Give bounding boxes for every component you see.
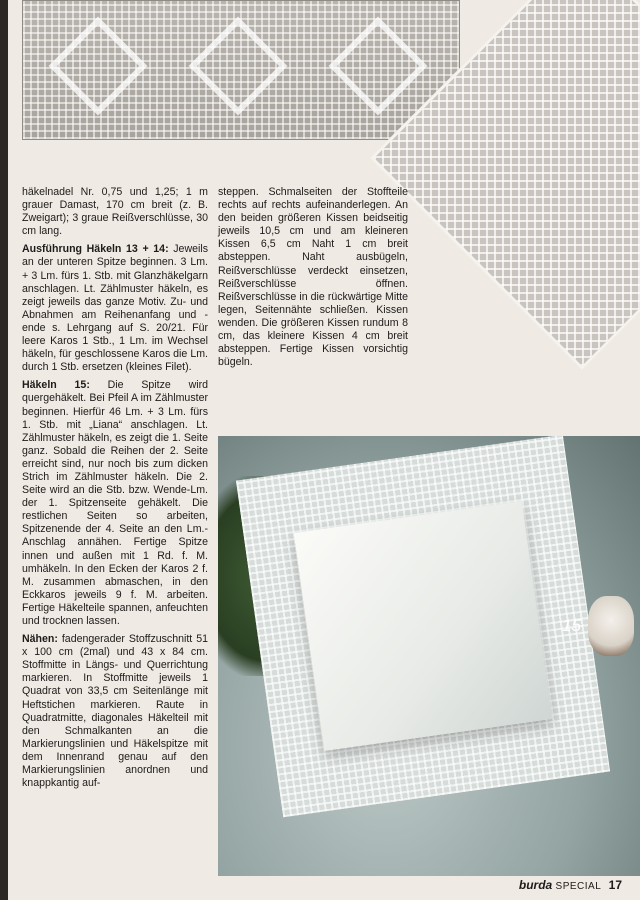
pillow-photo [218,436,640,876]
photo-number: 15 [562,616,581,635]
section-body: Die Spitze wird quergehäkelt. Bei Pfeil A im Zählmuster beginnen. Hierfür 46 Lm. + 3 Lm. fürs 1. Stb. mit „Liana“ anschlagen. Lt. Zählmuster häkeln, es zeigt die 1. Seite ganz. Sobald die Reihen der 2. Seite erreicht sind, nur noch bis zum dicken Strich im Zählmuster häkeln. Die 2. Seite wird an die Stb. bzw. Wende-Lm. der 1. Spitzenseite gehäkelt. Die restlichen Seiten so arbeiten, Spitzenende der 4. Seite an den Lm.-Anschlag annähen. Fertige Spitze innen und außen mit 1 Rd. f. M. umhäkeln. In den Ecken der Karos 2 f. M. zusammen abmaschen, in den Eckkaros jeweils 9 f. M. arbeiten. Fertige Häkelteile spannen, anfeuchten und trocknen lassen. [22,379,209,627]
text-column-right [218,186,408,374]
instructions-13-14 [22,243,208,374]
lace-photo-top [22,0,460,140]
section-body: Jeweils an der unteren Spitze beginnen. 3 Lm. + 3 Lm. fürs 1. Stb. mit Glanzhäkelgarn anschlagen. Lt. Zählmuster häkeln, es zeigt jeweils das ganze Motiv. Zu- und Abnahmen am Reihenanfang und -ende s. Lehrgang auf S. 20/21. Für leere Karos 1 Stb., 1 Lm. im Wechsel häkeln, für geschlossene Karos die Lm. durch 1 Stb. ersetzen (kleines Filet). [22,243,208,374]
page-number: 17 [608,878,622,892]
pillow [294,501,552,751]
section-heading: Häkeln 15: [22,379,90,392]
section-body: fadengerader Stoffzuschnitt 51 x 100 cm (2mal) und 43 x 84 cm. Stoffmitte in Längs- und Querrichtung markieren. In Stoffmitte jeweils 1 Quadrat von 33,5 cm Seitenlänge mit Heftstichen markieren. Raute in Quadratmitte, diagonales Häkelteil mit den Schmalkanten an die Markierungslinien und Häkelspitze mit dem Innenrand genau auf den Markierungslinien anordnen und knappkantig auf- [22,633,208,790]
text-column-left [22,186,208,795]
page-footer [519,878,622,892]
cup [588,596,634,656]
instructions-sewing [22,633,208,790]
section-heading: Ausführung Häkeln 13 + 14: [22,243,169,256]
brand-special: SPECIAL [555,881,602,892]
instructions-15 [22,379,208,628]
lace-motif [49,17,148,116]
sewing-continued: steppen. Schmalseiten der Stoffteile rechts auf rechts aufeinanderlegen. An den beiden größeren Kissen beidseitig jeweils 10,5 cm und am kleineren Kissen 6,5 cm Naht 1 cm breit absteppen. Naht ausbügeln, Reißverschlüsse verdeckt einsetzen, Reißverschlüsse öffnen. Reißverschlüsse in die rückwärtige Mitte legen, Seitennähte schließen. Kissen wenden. Die größeren Kissen rundum 8 cm, das kleinere Kissen 4 cm breit absteppen. Fertige Kissen vorsichtig bügeln. [218,186,408,369]
lace-motif [189,17,288,116]
lace-motif [329,17,428,116]
materials-paragraph: häkelnadel Nr. 0,75 und 1,25; 1 m grauer Damast, 170 cm breit (z. B. Zweigart); 3 graue Reißverschlüsse, 30 cm lang. [22,186,208,238]
section-heading: Nähen: [22,633,58,646]
brand-logo: burda [518,878,553,892]
